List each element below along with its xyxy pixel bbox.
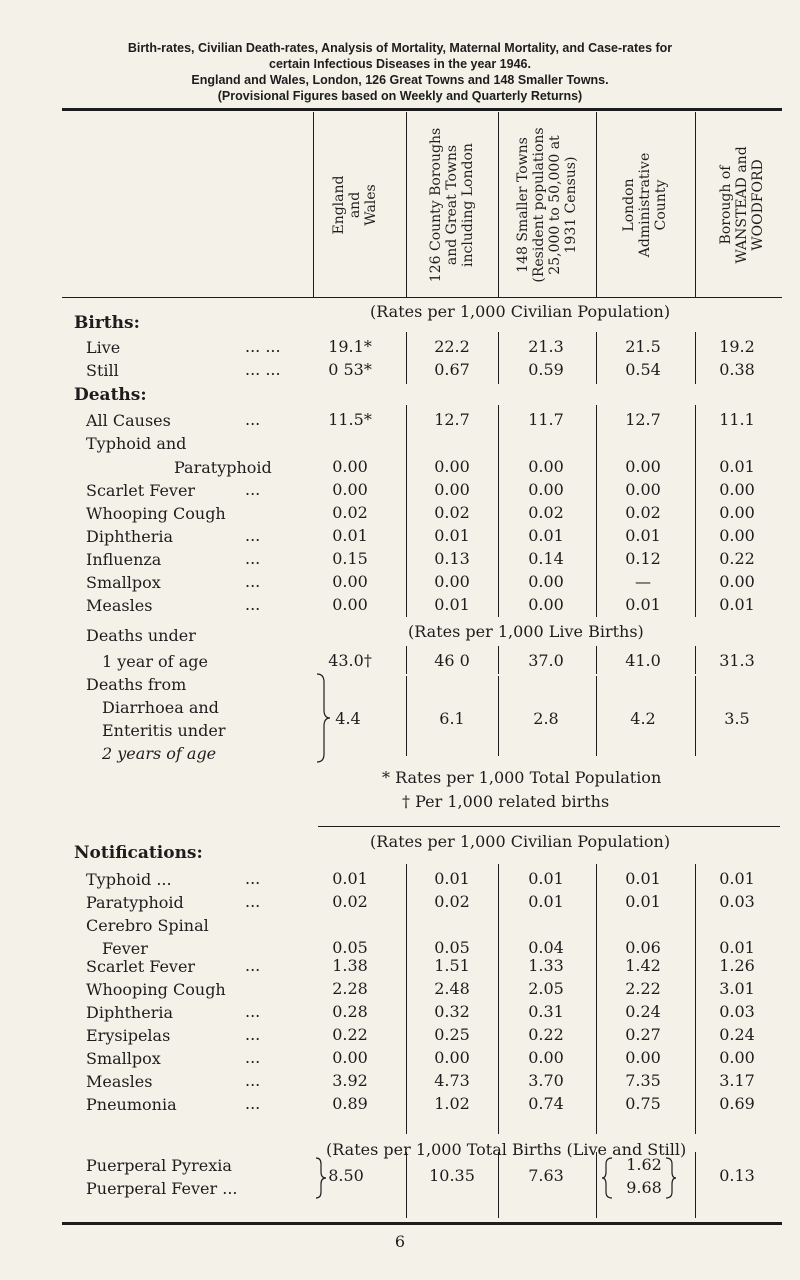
column-divider (596, 1152, 597, 1218)
notifications-row-label: Typhoid ... (86, 870, 172, 889)
puerperal-label-1: Puerperal Pyrexia (86, 1156, 232, 1175)
column-divider (695, 864, 696, 1134)
deaths-row-label: All Causes (86, 411, 171, 430)
notifications-cell: 0.00 (434, 1048, 470, 1067)
deaths-cell: 0.00 (332, 457, 368, 476)
column-header-line: and (347, 191, 363, 219)
deaths-cell: 0.00 (625, 457, 661, 476)
notifications-cell: 0.89 (332, 1094, 368, 1113)
diarrhoea-brace (314, 672, 334, 764)
notifications-cell: 0.06 (625, 938, 661, 957)
under1-cell: 37.0 (528, 651, 564, 670)
notifications-cell: 0.01 (528, 892, 564, 911)
leader-dots: ... (245, 1025, 261, 1044)
leader-dots: ... (245, 410, 261, 429)
bottom-rule (62, 1222, 782, 1225)
notifications-cell: 1.38 (332, 956, 368, 975)
notifications-cell: 0.01 (332, 869, 368, 888)
diarrhoea-cell: 4.4 (335, 709, 361, 728)
notifications-cell: 0.00 (332, 1048, 368, 1067)
births-rate-note: (Rates per 1,000 Civilian Population) (370, 302, 671, 321)
deaths-row-label-2: Paratyphoid (174, 458, 272, 477)
column-header-3 (619, 115, 671, 295)
notifications-cell: 0.22 (332, 1025, 368, 1044)
deaths-cell: 0.00 (332, 480, 368, 499)
diarrhoea-cell: 3.5 (724, 709, 750, 728)
notifications-row-label: Whooping Cough (86, 980, 226, 999)
notifications-cell: 0.02 (332, 892, 368, 911)
deaths-cell: 0.01 (625, 526, 661, 545)
column-header-line: 25,000 to 50,000 at (547, 135, 563, 275)
column-header-line: Wales (363, 184, 379, 226)
column-header-line: (Resident populations (531, 127, 547, 283)
puerperal-cell: 10.35 (429, 1166, 475, 1185)
column-divider (695, 405, 696, 617)
deaths-cell: 0.00 (528, 457, 564, 476)
column-header-0 (329, 115, 381, 295)
deaths-cell: 0.14 (528, 549, 564, 568)
column-header-line: and Great Towns (444, 144, 460, 266)
deaths-cell: 0.01 (434, 526, 470, 545)
births-cell: 0.59 (528, 360, 564, 379)
title-line-4: (Provisional Figures based on Weekly and Quarterly Returns) (217, 89, 583, 103)
notifications-cell: 0.01 (719, 869, 755, 888)
notifications-cell: 0.00 (625, 1048, 661, 1067)
column-header-line: England (331, 175, 347, 235)
puerperal-label-2: Puerperal Fever ... (86, 1179, 238, 1198)
deaths-cell: 0.00 (719, 572, 755, 591)
column-header-line: London (621, 178, 637, 232)
notifications-cell: 0.75 (625, 1094, 661, 1113)
deaths-cell: 0.01 (332, 526, 368, 545)
notifications-row-label: Smallpox (86, 1049, 161, 1068)
births-row-label: Live (86, 338, 121, 357)
deaths-cell: 0.00 (528, 595, 564, 614)
notifications-cell: 0.03 (719, 1002, 755, 1021)
column-header-line: 126 County Boroughs (428, 127, 444, 283)
deaths-cell: 0.02 (434, 503, 470, 522)
leader-dots: ... (245, 549, 261, 568)
leader-dots: ... (245, 869, 261, 888)
deaths-cell: 0.13 (434, 549, 470, 568)
births-cell: 0.67 (434, 360, 470, 379)
column-divider (695, 332, 696, 384)
notifications-row-label: Diphtheria (86, 1003, 173, 1022)
puerperal-cell: 7.63 (528, 1166, 564, 1185)
leader-dots: ... (245, 572, 261, 591)
deaths-cell: 0.00 (719, 480, 755, 499)
column-divider (498, 646, 499, 674)
header-divider-4 (695, 112, 696, 297)
notifications-cell: 0.74 (528, 1094, 564, 1113)
births-cell: 0 53* (328, 360, 372, 379)
leader-dots: ... (245, 480, 261, 499)
column-divider (498, 676, 499, 756)
deaths-cell: 0.00 (625, 480, 661, 499)
live-births-note: (Rates per 1,000 Live Births) (408, 622, 644, 641)
notifications-cell: 7.35 (625, 1071, 661, 1090)
notifications-rate-note: (Rates per 1,000 Civilian Population) (370, 832, 671, 851)
deaths-cell: 0.02 (332, 503, 368, 522)
deaths-cell: — (635, 572, 651, 591)
births-cell: 0.38 (719, 360, 755, 379)
diarrhoea-label-2: Diarrhoea and (102, 698, 219, 717)
notifications-cell: 0.01 (528, 869, 564, 888)
column-divider (406, 405, 407, 617)
notifications-cell: 1.02 (434, 1094, 470, 1113)
notifications-cell: 0.32 (434, 1002, 470, 1021)
under1-label-2: 1 year of age (102, 652, 208, 671)
header-divider-0 (313, 112, 314, 297)
notifications-cell: 2.22 (625, 979, 661, 998)
deaths-row-label: Influenza (86, 550, 162, 569)
column-divider (406, 1152, 407, 1218)
notifications-cell: 0.01 (434, 869, 470, 888)
under1-cell: 43.0† (328, 651, 372, 670)
leader-dots: ... (245, 1002, 261, 1021)
column-divider (498, 332, 499, 384)
column-divider (406, 864, 407, 1134)
total-births-note: (Rates per 1,000 Total Births (Live and Still) (326, 1140, 687, 1159)
notifications-cell: 0.27 (625, 1025, 661, 1044)
leader-dots: ... (245, 595, 261, 614)
deaths-cell: 11.1 (719, 410, 755, 429)
notifications-cell: 0.24 (625, 1002, 661, 1021)
deaths-cell: 0.01 (719, 457, 755, 476)
under1-cell: 41.0 (625, 651, 661, 670)
deaths-cell: 12.7 (434, 410, 470, 429)
leader-dots: ... ... (245, 337, 281, 356)
notifications-cell: 4.73 (434, 1071, 470, 1090)
deaths-cell: 0.01 (719, 595, 755, 614)
column-header-line: WOODFORD (750, 159, 766, 251)
column-divider (406, 332, 407, 384)
notifications-cell: 2.48 (434, 979, 470, 998)
header-rule (62, 297, 782, 298)
notifications-cell: 0.00 (528, 1048, 564, 1067)
column-header-line: County (653, 179, 669, 231)
deaths-cell: 0.00 (528, 480, 564, 499)
deaths-cell: 0.15 (332, 549, 368, 568)
diarrhoea-cell: 6.1 (439, 709, 465, 728)
deaths-cell: 0.02 (528, 503, 564, 522)
births-cell: 0.54 (625, 360, 661, 379)
notifications-row-label: Pneumonia (86, 1095, 177, 1114)
puerperal-cell: 8.50 (328, 1166, 364, 1185)
notifications-cell: 1.51 (434, 956, 470, 975)
header-divider-2 (498, 112, 499, 297)
column-divider (596, 405, 597, 617)
column-divider (596, 332, 597, 384)
deaths-row-label: Scarlet Fever (86, 481, 196, 500)
column-divider (596, 864, 597, 1134)
leader-dots: ... (245, 526, 261, 545)
deaths-cell: 0.22 (719, 549, 755, 568)
header-divider-3 (596, 112, 597, 297)
column-header-line: WANSTEAD and (734, 146, 750, 264)
deaths-cell: 0.12 (625, 549, 661, 568)
leader-dots: ... (245, 1048, 261, 1067)
diarrhoea-label-4: 2 years of age (102, 744, 217, 763)
deaths-row-label: Typhoid and (86, 434, 187, 453)
notifications-cell: 0.02 (434, 892, 470, 911)
column-header-4 (716, 115, 768, 295)
puerperal-london-value-2: 9.68 (626, 1178, 662, 1197)
deaths-cell: 0.00 (434, 457, 470, 476)
deaths-row-label: Smallpox (86, 573, 161, 592)
diarrhoea-label-1: Deaths from (86, 675, 187, 694)
notifications-cell: 0.31 (528, 1002, 564, 1021)
notifications-cell: 3.70 (528, 1071, 564, 1090)
notifications-cell: 0.05 (332, 938, 368, 957)
top-rule (62, 108, 782, 111)
notifications-cell: 0.28 (332, 1002, 368, 1021)
page-number: 6 (394, 1232, 406, 1251)
notifications-cell: 3.17 (719, 1071, 755, 1090)
deaths-cell: 0.00 (434, 480, 470, 499)
deaths-row-label: Measles (86, 596, 153, 615)
notifications-cell: 0.01 (719, 938, 755, 957)
notifications-cell: 3.92 (332, 1071, 368, 1090)
deaths-cell: 11.5* (328, 410, 372, 429)
notifications-row-label: Erysipelas (86, 1026, 171, 1045)
column-header-line: Borough of (718, 165, 734, 245)
notifications-cell: 0.01 (625, 869, 661, 888)
notifications-cell: 2.05 (528, 979, 564, 998)
column-header-line: 1931 Census) (563, 156, 579, 254)
deaths-cell: 0.00 (719, 526, 755, 545)
column-divider (695, 1152, 696, 1218)
deaths-cell: 0.01 (434, 595, 470, 614)
notifications-cell: 0.03 (719, 892, 755, 911)
leader-dots: ... (245, 1071, 261, 1090)
title-line-1: Birth-rates, Civilian Death-rates, Analysis of Mortality, Maternal Mortality, and Case-rates for (127, 41, 673, 55)
notifications-cell: 0.24 (719, 1025, 755, 1044)
deaths-cell: 12.7 (625, 410, 661, 429)
notifications-cell: 0.25 (434, 1025, 470, 1044)
leader-dots: ... (245, 956, 261, 975)
leader-dots: ... ... (245, 360, 281, 379)
column-header-1 (426, 115, 478, 295)
notifications-row-label: Scarlet Fever (86, 957, 196, 976)
notifications-cell: 0.01 (625, 892, 661, 911)
diarrhoea-cell: 4.2 (630, 709, 656, 728)
deaths-cell: 0.00 (332, 572, 368, 591)
deaths-cell: 0.00 (332, 595, 368, 614)
column-divider (498, 1152, 499, 1218)
notifications-cell: 0.04 (528, 938, 564, 957)
notifications-cell: 2.28 (332, 979, 368, 998)
diarrhoea-label-3: Enteritis under (102, 721, 226, 740)
notifications-cell: 0.05 (434, 938, 470, 957)
column-divider (406, 646, 407, 674)
notifications-cell: 1.42 (625, 956, 661, 975)
births-cell: 21.3 (528, 337, 564, 356)
deaths-cell: 11.7 (528, 410, 564, 429)
deaths-cell: 0.01 (625, 595, 661, 614)
column-header-line: 148 Smaller Towns (515, 137, 531, 273)
deaths-cell: 0.00 (434, 572, 470, 591)
column-divider (695, 676, 696, 756)
notifications-row-label-2: Fever (102, 939, 148, 958)
births-cell: 19.2 (719, 337, 755, 356)
column-divider (406, 676, 407, 756)
header-divider-1 (406, 112, 407, 297)
deaths-cell: 0.00 (719, 503, 755, 522)
notifications-cell: 0.22 (528, 1025, 564, 1044)
notifications-cell: 3.01 (719, 979, 755, 998)
deaths-cell: 0.02 (625, 503, 661, 522)
notifications-cell: 1.33 (528, 956, 564, 975)
leader-dots: ... (245, 892, 261, 911)
title-line-2: certain Infectious Diseases in the year 1946. (269, 57, 531, 71)
notifications-row-label: Paratyphoid (86, 893, 184, 912)
notifications-cell: 0.00 (719, 1048, 755, 1067)
footnote-2: † Per 1,000 related births (402, 792, 610, 811)
column-header-2 (513, 115, 581, 295)
under1-label-1: Deaths under (86, 626, 196, 645)
notifications-cell: 1.26 (719, 956, 755, 975)
notifications-rule (318, 826, 780, 827)
notifications-heading: Notifications: (74, 843, 203, 863)
puerperal-brace (314, 1156, 328, 1200)
column-divider (596, 646, 597, 674)
puerperal-london-value-1: 1.62 (626, 1155, 662, 1174)
deaths-cell: 0.00 (528, 572, 564, 591)
notifications-row-label: Measles (86, 1072, 153, 1091)
column-header-line: Administrative (637, 152, 653, 258)
deaths-heading: Deaths: (74, 385, 147, 405)
births-cell: 22.2 (434, 337, 470, 356)
deaths-cell: 0.01 (528, 526, 564, 545)
notifications-cell: 0.69 (719, 1094, 755, 1113)
column-divider (695, 646, 696, 674)
births-row-label: Still (86, 361, 119, 380)
column-divider (596, 676, 597, 756)
puerperal-cell: 0.13 (719, 1166, 755, 1185)
births-heading: Births: (74, 313, 140, 333)
deaths-row-label: Diphtheria (86, 527, 173, 546)
under1-cell: 46 0 (434, 651, 470, 670)
footnote-1: * Rates per 1,000 Total Population (382, 768, 662, 787)
diarrhoea-cell: 2.8 (533, 709, 559, 728)
deaths-row-label: Whooping Cough (86, 504, 226, 523)
notifications-row-label: Cerebro Spinal (86, 916, 209, 935)
column-divider (498, 864, 499, 1134)
leader-dots: ... (245, 1094, 261, 1113)
births-cell: 21.5 (625, 337, 661, 356)
column-header-line: including London (460, 143, 476, 267)
column-divider (498, 405, 499, 617)
births-cell: 19.1* (328, 337, 372, 356)
under1-cell: 31.3 (719, 651, 755, 670)
title-line-3: England and Wales, London, 126 Great Towns and 148 Smaller Towns. (191, 73, 609, 87)
